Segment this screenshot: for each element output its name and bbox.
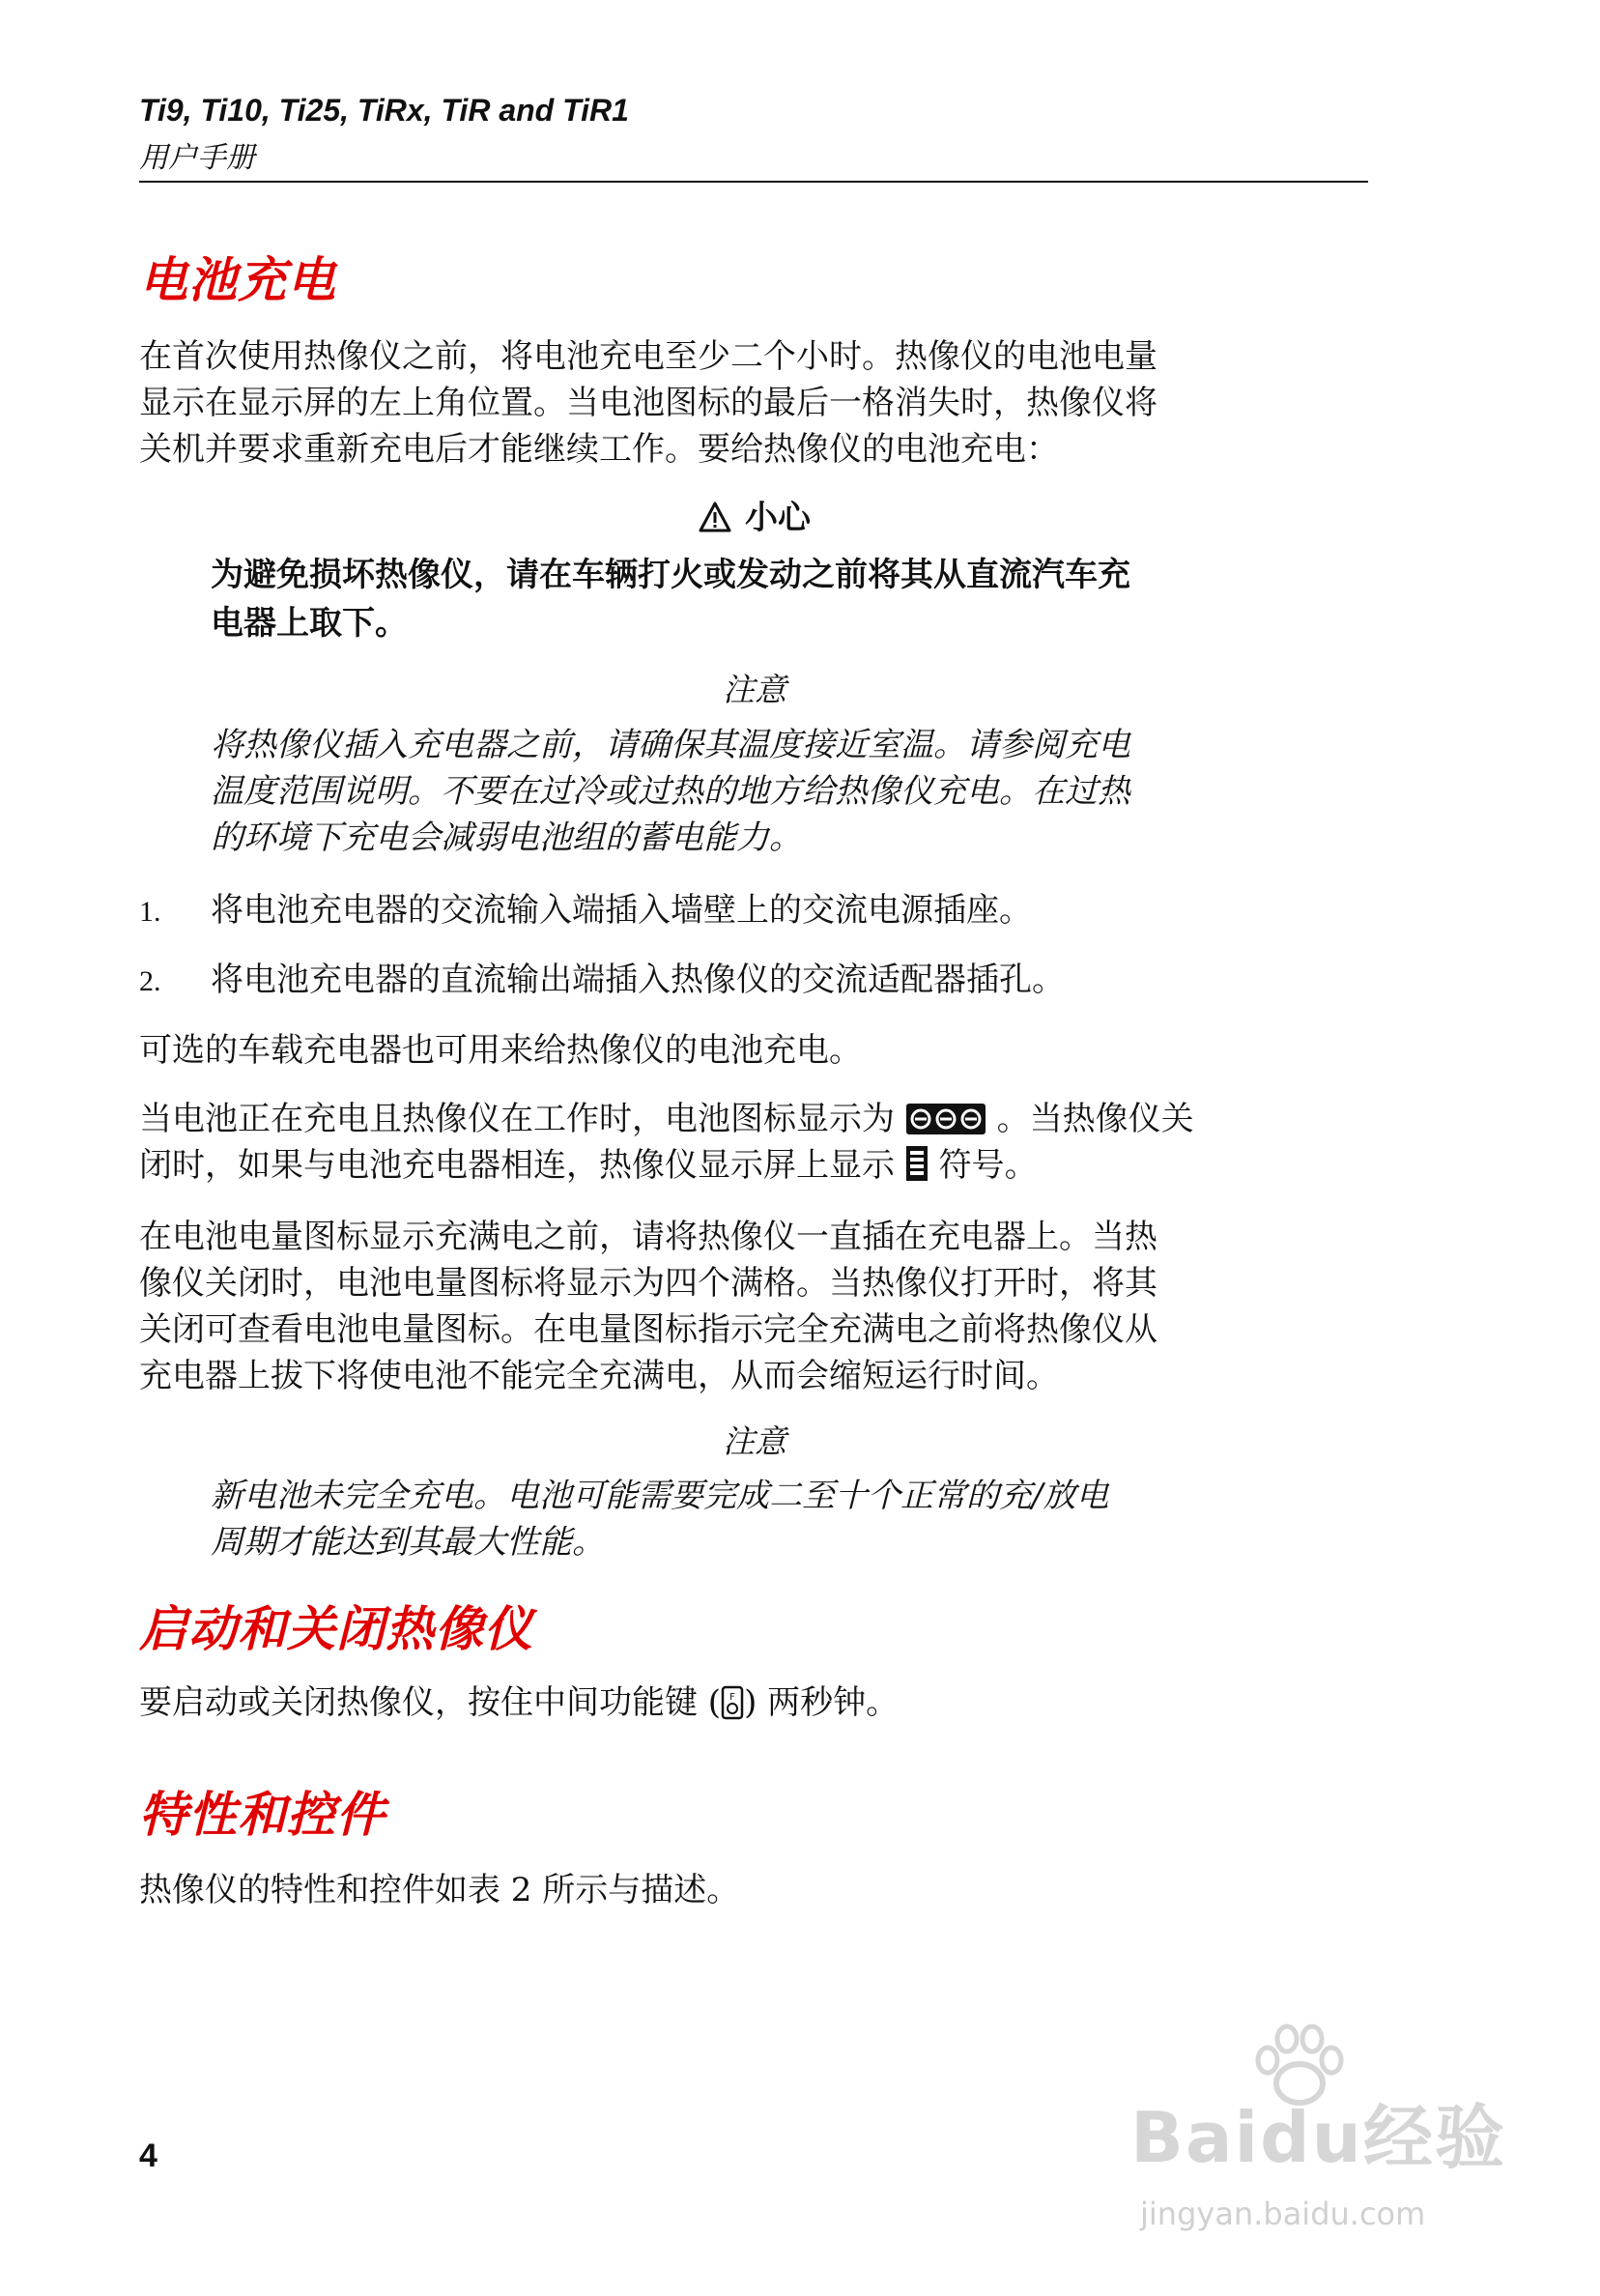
note-line: 温度范围说明。不要在过冷或过热的地方给热像仪充电。在过热 xyxy=(211,772,1130,811)
caution-line: 为避免损坏热像仪，请在车辆打火或发动之前将其从直流汽车充 xyxy=(211,556,1130,594)
power-text: 要启动或关闭热像仪，按住中间功能键 ( xyxy=(139,1683,722,1722)
power-paragraph xyxy=(139,1679,1366,1726)
charging-text: 符号。 xyxy=(938,1146,1038,1185)
section-heading-battery-charging: 电池充电 xyxy=(139,252,336,308)
power-text: ) 两秒钟。 xyxy=(744,1683,900,1722)
list-text: 将电池充电器的直流输出端插入热像仪的交流适配器插孔。 xyxy=(211,961,1065,999)
full-charge-line: 关闭可查看电池电量图标。在电量图标指示完全充满电之前将热像仪从 xyxy=(139,1310,1157,1349)
note-text xyxy=(211,1473,1302,1565)
charging-line xyxy=(139,1096,1366,1142)
note-line: 将热像仪插入充电器之前，请确保其温度接近室温。请参阅充电 xyxy=(211,726,1130,764)
note-line: 周期才能达到其最大性能。 xyxy=(211,1523,605,1562)
charging-line xyxy=(139,1142,1366,1189)
header-rule xyxy=(139,181,1368,183)
list-number: 1. xyxy=(139,896,161,928)
features-paragraph: 热像仪的特性和控件如表 2 所示与描述。 xyxy=(139,1871,740,1909)
charging-text: 。当热像仪关 xyxy=(996,1100,1194,1138)
note-line: 新电池未完全充电。电池可能需要完成二至十个正常的充/放电 xyxy=(211,1477,1109,1515)
intro-line: 在首次使用热像仪之前，将电池充电至少二个小时。热像仪的电池电量 xyxy=(139,337,1157,376)
list-number: 2. xyxy=(139,965,161,997)
charging-text: 闭时，如果与电池充电器相连，热像仪显示屏上显示 xyxy=(139,1146,895,1185)
battery-vertical-icon xyxy=(905,1145,929,1182)
list-item xyxy=(139,957,1065,1005)
full-charge-line: 在电池电量图标显示充满电之前，请将热像仪一直插在充电器上。当热 xyxy=(139,1218,1157,1256)
warning-triangle-icon xyxy=(699,502,731,532)
header-subtitle: 用户手册 xyxy=(139,141,255,175)
caution-heading xyxy=(0,491,1509,538)
page-number: 4 xyxy=(139,2138,157,2174)
list-text: 将电池充电器的交流输入端插入墙壁上的交流电源插座。 xyxy=(211,891,1032,930)
intro-line: 显示在显示屏的左上角位置。当电池图标的最后一格消失时，热像仪将 xyxy=(139,384,1157,422)
caution-text xyxy=(211,551,1302,647)
caution-line: 电器上取下。 xyxy=(211,604,408,643)
full-charge-paragraph xyxy=(139,1214,1366,1399)
header-title: Ti9, Ti10, Ti25, TiRx, TiR and TiR1 xyxy=(139,93,629,128)
car-charger-paragraph: 可选的车载充电器也可用来给热像仪的电池充电。 xyxy=(139,1031,862,1070)
list-item xyxy=(139,887,1032,935)
battery-charging-icon xyxy=(905,1103,986,1135)
watermark-url: jingyan.baidu.com xyxy=(1140,2196,1426,2232)
svg-text:F: F xyxy=(729,1692,735,1703)
note-text xyxy=(211,722,1302,861)
charging-icon-paragraph xyxy=(139,1096,1366,1189)
function-key-icon xyxy=(721,1685,744,1720)
note-title: 注意 xyxy=(723,671,786,708)
caution-title: 小心 xyxy=(745,499,811,537)
full-charge-line: 充电器上拔下将使电池不能完全充满电，从而会缩短运行时间。 xyxy=(139,1357,1059,1395)
note-title: 注意 xyxy=(723,1422,786,1460)
intro-paragraph xyxy=(139,333,1366,473)
note-line: 的环境下充电会减弱电池组的蓄电能力。 xyxy=(211,818,802,857)
watermark-logo: Baidu经验 xyxy=(1130,2097,1506,2178)
full-charge-line: 像仪关闭时，电池电量图标将显示为四个满格。当热像仪打开时，将其 xyxy=(139,1264,1157,1303)
charging-text: 当电池正在充电且热像仪在工作时，电池图标显示为 xyxy=(139,1100,895,1138)
section-heading-features-controls: 特性和控件 xyxy=(139,1787,386,1843)
section-heading-power-on-off: 启动和关闭热像仪 xyxy=(139,1601,533,1657)
intro-line: 关机并要求重新充电后才能继续工作。要给热像仪的电池充电： xyxy=(139,430,1059,469)
